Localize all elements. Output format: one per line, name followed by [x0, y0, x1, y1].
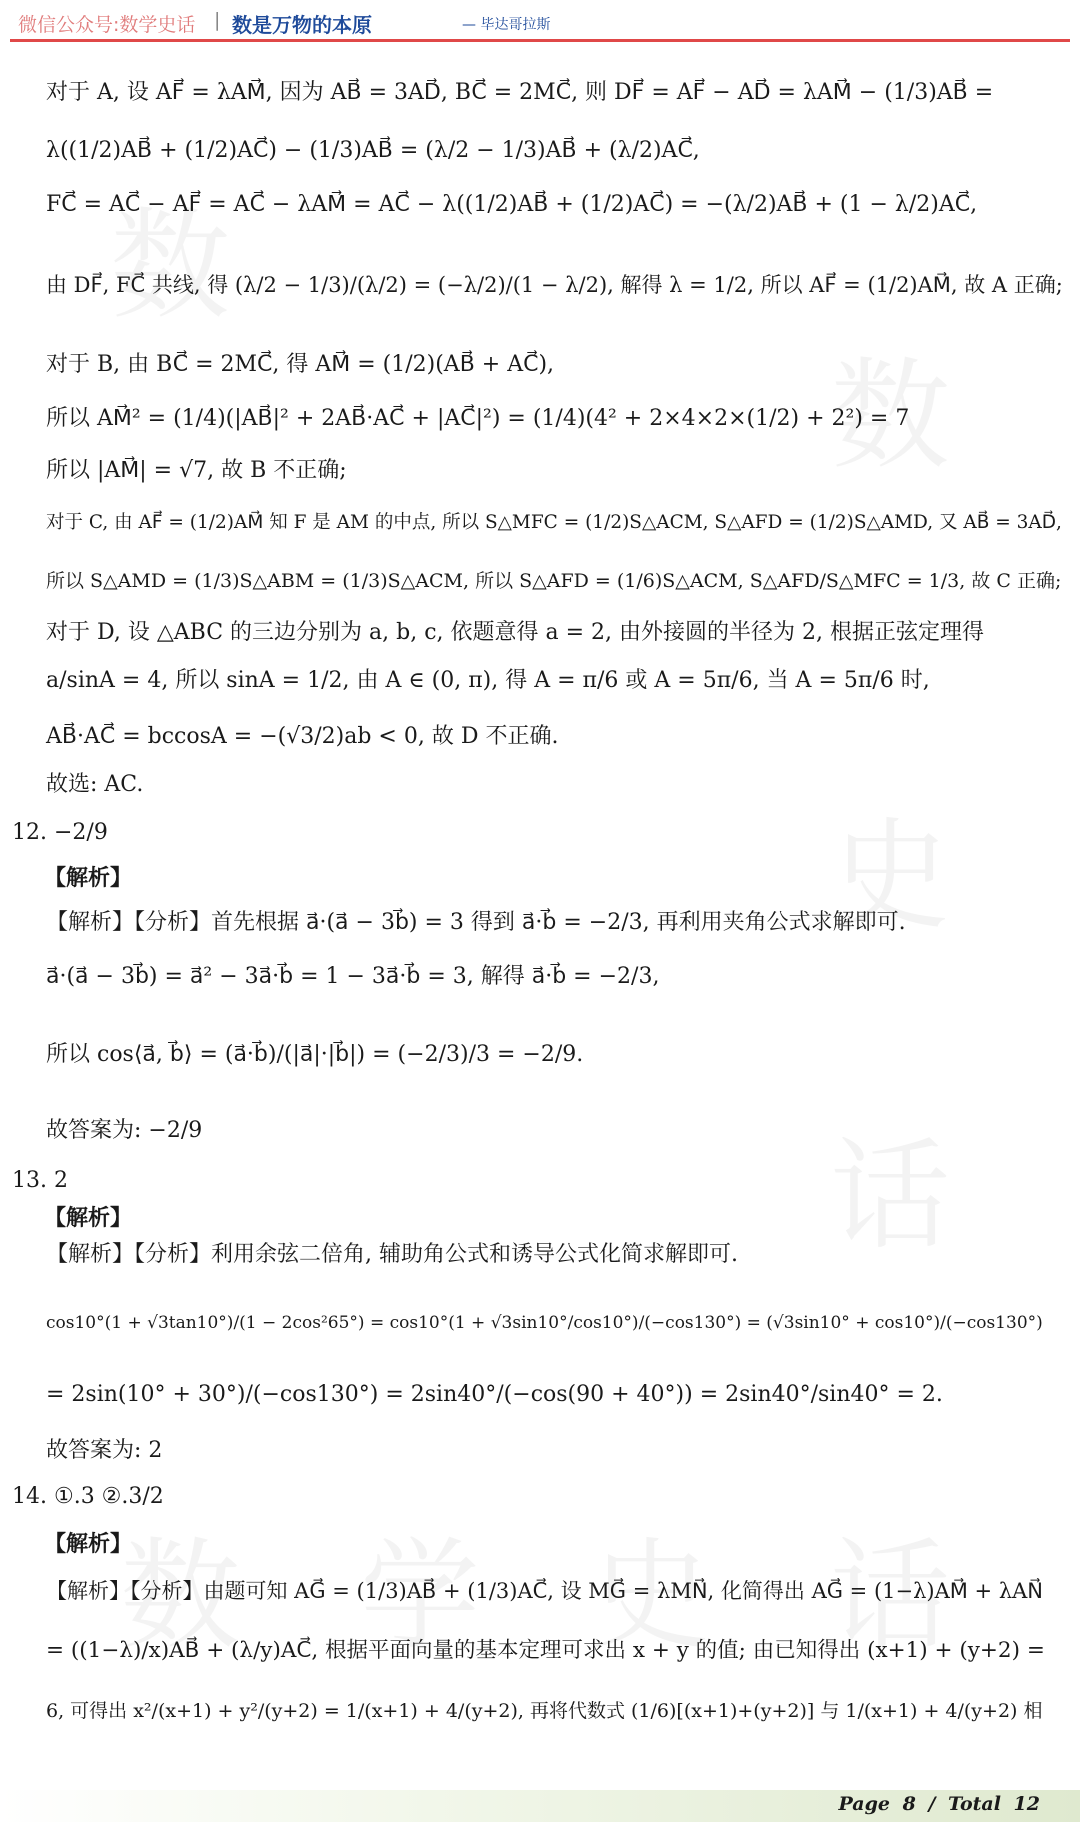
text-line: 所以 cos⟨a⃗, b⃗⟩ = (a⃗·b⃗)/(|a⃗|·|b⃗|) = (−2/3)/3 = −2/9. — [46, 1042, 584, 1067]
text-line: = 2sin(10° + 30°)/(−cos130°) = 2sin40°/(−cos(90 + 40°)) = 2sin40°/sin40° = 2. — [46, 1382, 943, 1407]
question-number: 13. 2 — [12, 1168, 68, 1193]
header-separator: | — [214, 9, 221, 31]
page-number: Page 8 / Total 12 — [838, 1793, 1040, 1815]
text-line: cos10°(1 + √3tan10°)/(1 − 2cos²65°) = cos10°(1 + √3sin10°/cos10°)/(−cos130°) = (√3sin10° + cos10°)/(−cos130°) — [46, 1313, 1043, 1333]
analysis-label: 【解析】 — [44, 1206, 133, 1231]
text-line: 故答案为: 2 — [46, 1438, 163, 1463]
text-line: 对于 B, 由 BC⃗ = 2MC⃗, 得 AM⃗ = (1/2)(AB⃗ + AC⃗), — [46, 352, 555, 377]
text-line: λ((1/2)AB⃗ + (1/2)AC⃗) − (1/3)AB⃗ = (λ/2 − 1/3)AB⃗ + (λ/2)AC⃗, — [46, 138, 700, 163]
text-line: 故答案为: −2/9 — [46, 1118, 203, 1143]
text-line: 对于 C, 由 AF⃗ = (1/2)AM⃗ 知 F 是 AM 的中点, 所以 S△MFC = (1/2)S△ACM, S△AFD = (1/2)S△AMD, 又 AB⃗ = 3AD⃗, — [46, 512, 1062, 533]
header-author: — 毕达哥拉斯 — [462, 17, 551, 33]
text-line: 【解析】【分析】利用余弦二倍角, 辅助角公式和诱导公式化简求解即可. — [46, 1242, 738, 1267]
text-line: FC⃗ = AC⃗ − AF⃗ = AC⃗ − λAM⃗ = AC⃗ − λ((1/2)AB⃗ + (1/2)AC⃗) = −(λ/2)AB⃗ + (1 − λ/2)AC⃗, — [46, 192, 978, 217]
text-line: a/sinA = 4, 所以 sinA = 1/2, 由 A ∈ (0, π), 得 A = π/6 或 A = 5π/6, 当 A = 5π/6 时, — [46, 668, 930, 693]
text-line: 6, 可得出 x²/(x+1) + y²/(y+2) = 1/(x+1) + 4/(y+2), 再将代数式 (1/6)[(x+1)+(y+2)] 与 1/(x+1) + 4/(y+2) 相 — [46, 1700, 1043, 1722]
text-line: 所以 S△AMD = (1/3)S△ABM = (1/3)S△ACM, 所以 S△AFD = (1/6)S△ACM, S△AFD/S△MFC = 1/3, 故 C 正确; — [46, 570, 1062, 592]
question-number: 12. −2/9 — [12, 820, 108, 845]
analysis-label: 【解析】 — [44, 866, 133, 891]
text-line: AB⃗·AC⃗ = bccosA = −(√3/2)ab < 0, 故 D 不正确. — [46, 724, 559, 749]
question-number: 14. ①.3 ②.3/2 — [12, 1484, 164, 1509]
text-line: 由 DF⃗, FC⃗ 共线, 得 (λ/2 − 1/3)/(λ/2) = (−λ/2)/(1 − λ/2), 解得 λ = 1/2, 所以 AF⃗ = (1/2)AM⃗, 故 A 正确; — [46, 273, 1063, 297]
text-line: 对于 A, 设 AF⃗ = λAM⃗, 因为 AB⃗ = 3AD⃗, BC⃗ = 2MC⃗, 则 DF⃗ = AF⃗ − AD⃗ = λAM⃗ − (1/3)AB⃗ = — [46, 80, 994, 105]
header-source: 微信公众号:数学史话 — [18, 14, 196, 36]
text-line: a⃗·(a⃗ − 3b⃗) = a⃗² − 3a⃗·b⃗ = 1 − 3a⃗·b⃗ = 3, 解得 a⃗·b⃗ = −2/3, — [46, 964, 660, 989]
text-line: 【解析】【分析】由题可知 AG⃗ = (1/3)AB⃗ + (1/3)AC⃗, 设 MG⃗ = λMN⃗, 化简得出 AG⃗ = (1−λ)AM⃗ + λAN⃗ — [46, 1579, 1044, 1603]
text-line: = ((1−λ)/x)AB⃗ + (λ/y)AC⃗, 根据平面向量的基本定理可求出 x + y 的值; 由已知得出 (x+1) + (y+2) = — [46, 1638, 1045, 1663]
header-motto: 数是万物的本原 — [232, 13, 372, 37]
text-line: 故选: AC. — [46, 772, 144, 797]
text-line: 所以 AM⃗² = (1/4)(|AB⃗|² + 2AB⃗·AC⃗ + |AC⃗|²) = (1/4)(4² + 2×4×2×(1/2) + 2²) = 7 — [46, 406, 910, 431]
analysis-label: 【解析】 — [44, 1532, 133, 1557]
text-line: 【解析】【分析】首先根据 a⃗·(a⃗ − 3b⃗) = 3 得到 a⃗·b⃗ = −2/3, 再利用夹角公式求解即可. — [46, 910, 906, 935]
text-line: 所以 |AM⃗| = √7, 故 B 不正确; — [46, 458, 347, 483]
text-line: 对于 D, 设 △ABC 的三边分别为 a, b, c, 依题意得 a = 2, 由外接圆的半径为 2, 根据正弦定理得 — [46, 620, 984, 645]
